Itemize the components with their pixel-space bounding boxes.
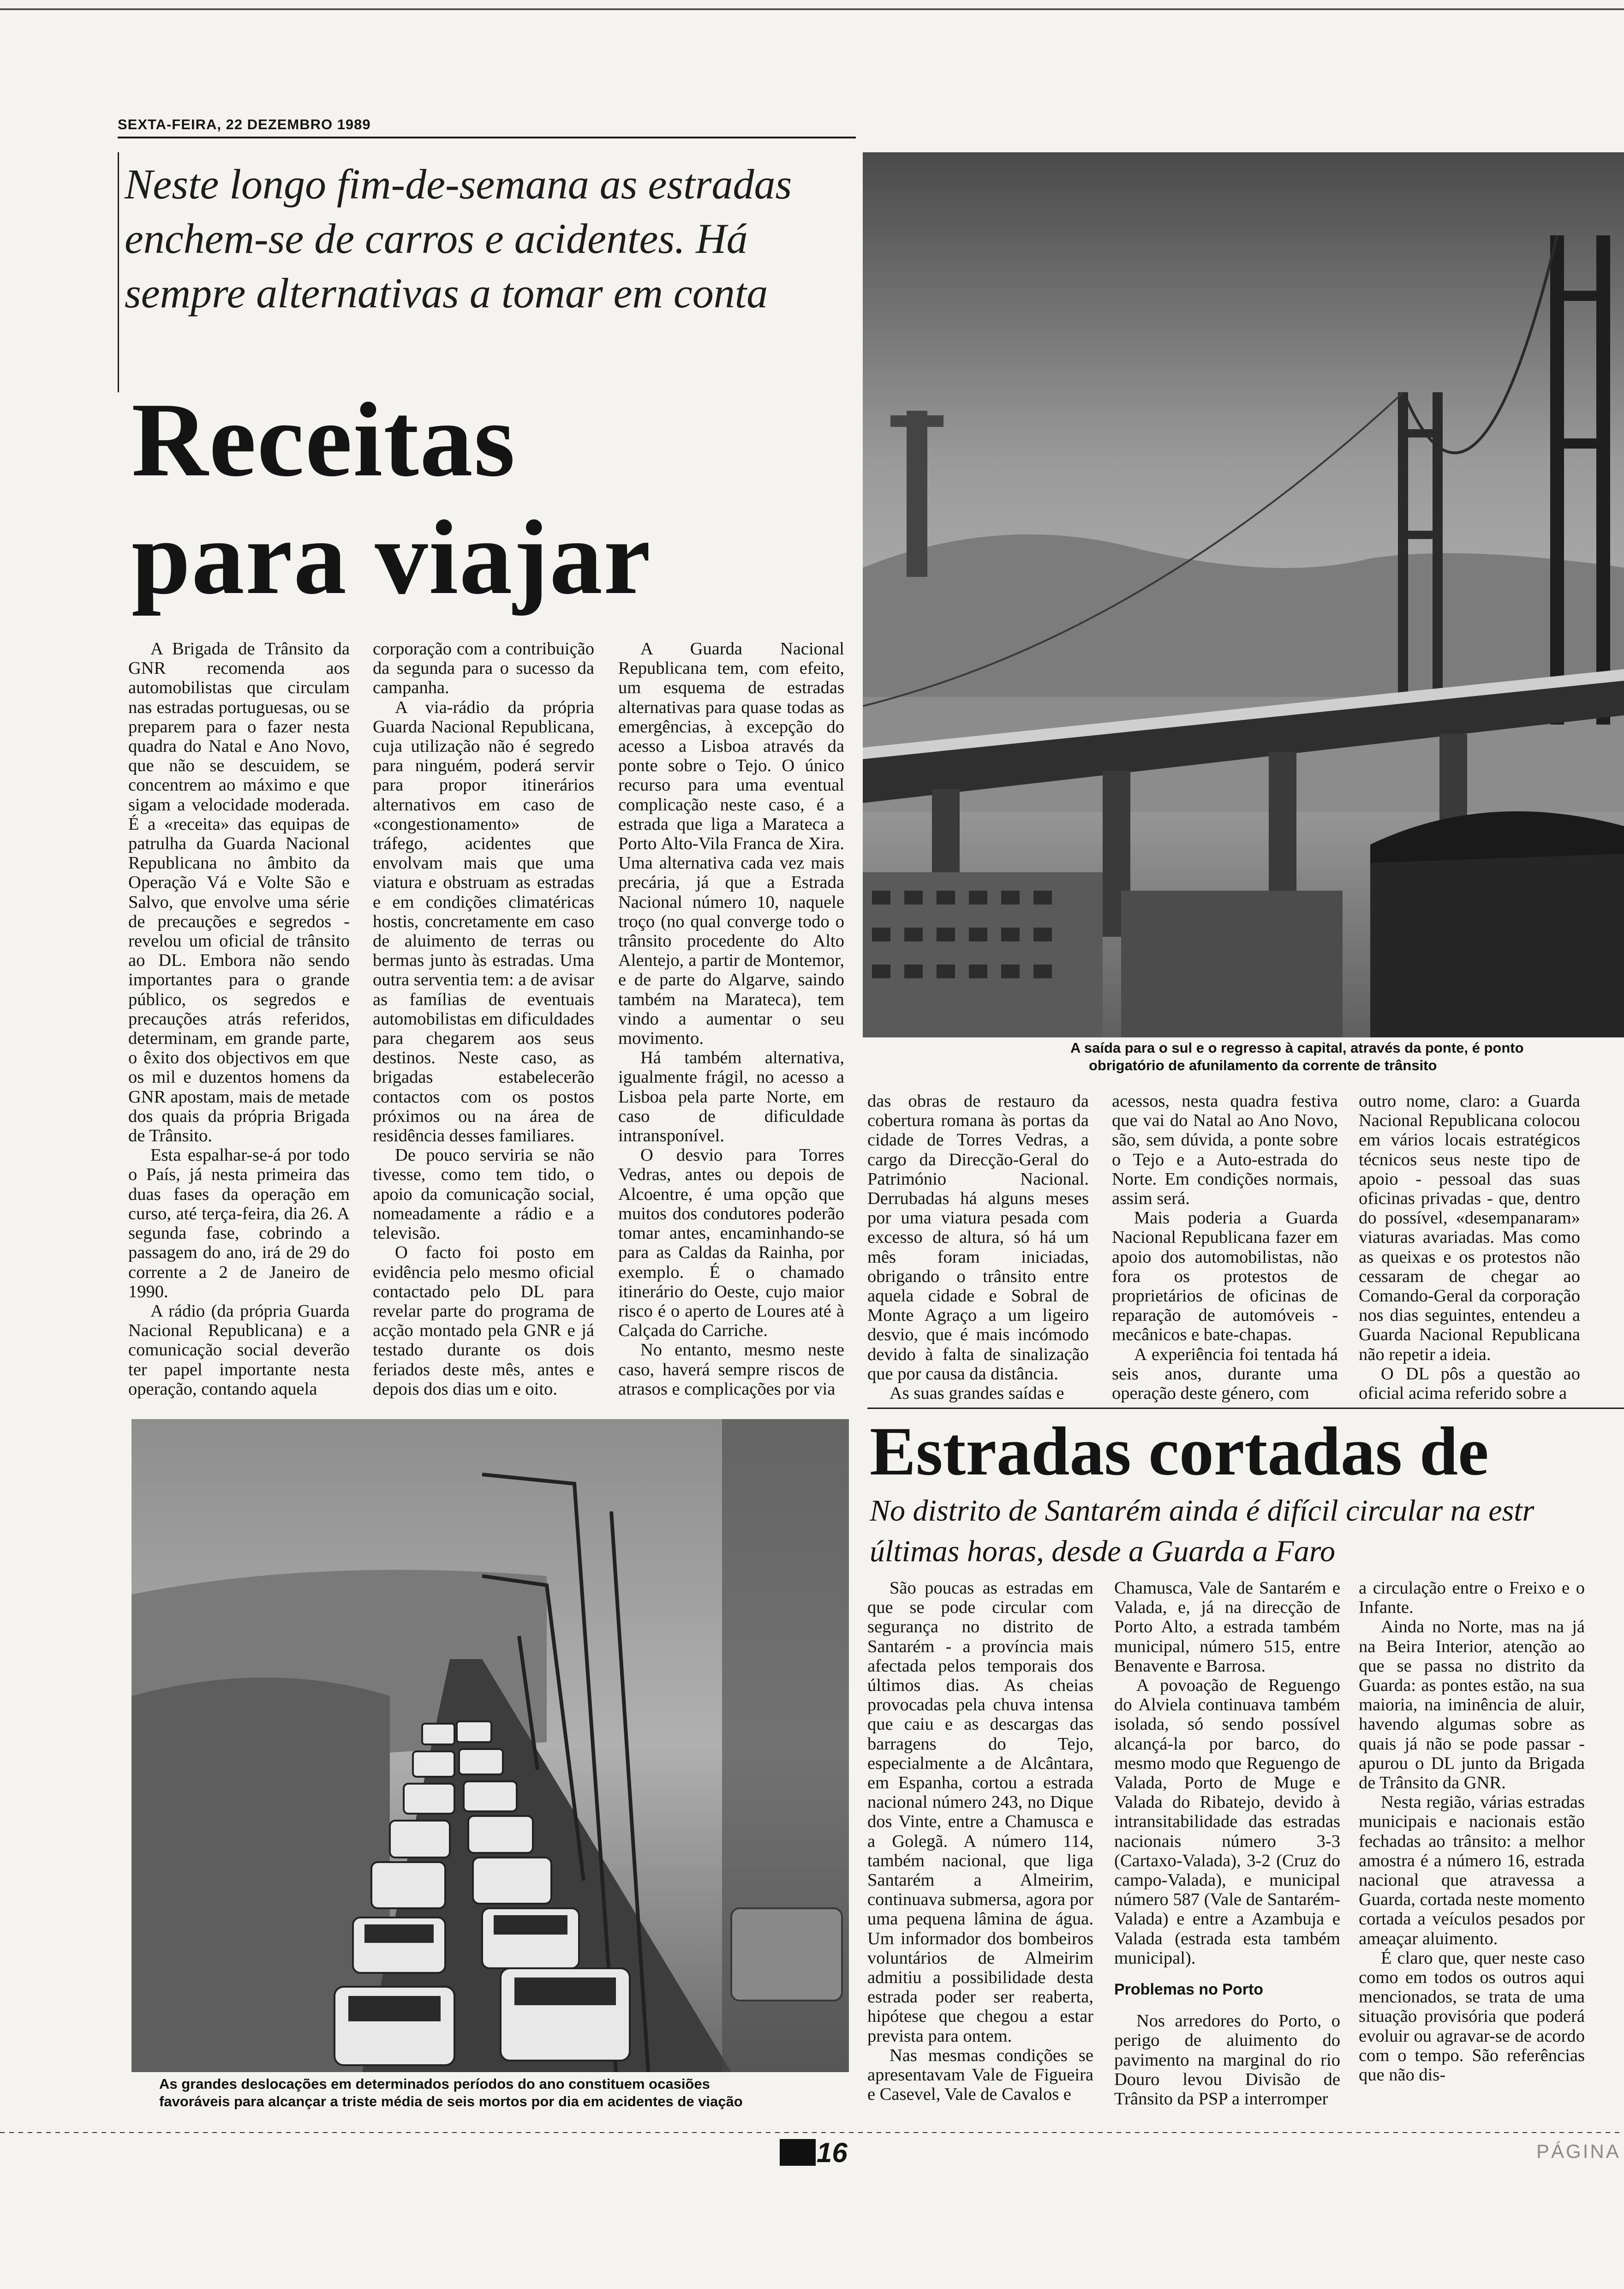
article-headline bbox=[131, 381, 870, 616]
traffic-caption-line-1: As grandes deslocações em determinados períodos do ano constituem ocasiões bbox=[159, 2076, 710, 2092]
paragraph: A povoação de Reguengo do Alviela continuava também isolada, só sendo possível alcançá-la por barco, do mesmo modo que Reguengo de Valada, Porto de Muge e Valada do Ribatejo, devido à intransitabilidade das estradas nacionais número 3-3 (Cartaxo-Valada), 3-2 (Cruz do campo-Valada), e municipal número 587 (Vale de Santarém-Valada) e entre a Azambuja e Valada (estrada esta também municipal). bbox=[1114, 1676, 1340, 1968]
article1-column-6 bbox=[1359, 1091, 1580, 1403]
paragraph: É claro que, quer neste caso como em todos os outros aqui mencionados, se trata de uma situação provisória que poderá evoluir ou agravar-se de acordo com o tempo. São referências que não dis- bbox=[1359, 1948, 1585, 2085]
article1-column-5 bbox=[1112, 1091, 1338, 1403]
article2-kicker-line-2: últimas horas, desde a Guarda a Faro bbox=[870, 1534, 1335, 1568]
paragraph: O desvio para Torres Vedras, antes ou depois de Alcoentre, é uma opção que muitos dos condutores poderão tomar antes, encaminhando-se para as Caldas da Rainha, por exemplo. É o chamado itinerário do Oeste, cujo maior risco é o aperto de Loures até à Calçada do Carriche. bbox=[618, 1145, 844, 1341]
article2-headline: Estradas cortadas de bbox=[870, 1413, 1489, 1490]
paragraph: Mais poderia a Guarda Nacional Republicana fazer em apoio dos automobilistas, não fora os protestos de proprietários de oficinas de reparação de automóveis - mecânicos e bate-chapas. bbox=[1112, 1208, 1338, 1345]
article2-column-1 bbox=[867, 1578, 1093, 2109]
article1-flow-3 bbox=[618, 639, 844, 1399]
paragraph: A rádio (da própria Guarda Nacional Republicana) e a comunicação social deverão ter papel importante nesta operação, contando aquela bbox=[128, 1301, 350, 1399]
kicker-left-rule bbox=[118, 152, 119, 392]
paragraph: A Brigada de Trânsito da GNR recomenda aos automobilistas que circulam nas estradas portuguesas, ou se preparem para o fazer nesta quadra do Natal e Ano Novo, que não se descuidem, se concentrem ao máximo e que sigam a velocidade moderada. É a «receita» das equipas de patrulha da Guarda Nacional Republicana no âmbito da Operação Vá e Volte São e Salvo, que envolve uma série de precauções e segredos - revelou um oficial de trânsito ao DL. Embora não sendo importantes para o grande público, os segredos e precauções atrás referidos, determinam, em grande parte, o êxito dos objectivos em que os mil e duzentos homens da GNR apostam, mais de metade dos quais da própria Brigada de Trânsito. bbox=[128, 639, 350, 1146]
article2-flow-1 bbox=[867, 1578, 1093, 2104]
headline-line-2: para viajar bbox=[131, 498, 652, 616]
paragraph: A experiência foi tentada há seis anos, durante uma operação deste género, com bbox=[1112, 1344, 1338, 1403]
article2-top-rule bbox=[867, 1408, 1624, 1409]
bridge-illustration bbox=[863, 152, 1624, 1037]
traffic-illustration bbox=[131, 1419, 849, 2072]
paragraph: Nos arredores do Porto, o perigo de aluimento do pavimento na marginal do rio Douro levou Divisão de Trânsito da PSP a interromper bbox=[1114, 2011, 1340, 2109]
bridge-photo-caption bbox=[1070, 1039, 1624, 1074]
article2-kicker-line-1: No distrito de Santarém ainda é difícil circular na estr bbox=[870, 1494, 1534, 1528]
article1-column-2 bbox=[373, 639, 594, 1403]
paragraph: corporação com a contribuição da segunda para o sucesso da campanha. bbox=[373, 639, 594, 698]
traffic-caption-line-2: favoráveis para alcançar a triste média de seis mortos por dia em acidentes de viação bbox=[159, 2093, 743, 2109]
paragraph: O DL pôs a questão ao oficial acima referido sobre a bbox=[1359, 1364, 1580, 1403]
traffic-photo bbox=[131, 1419, 849, 2072]
article1-column-3 bbox=[618, 639, 844, 1403]
header-rule bbox=[118, 137, 856, 138]
top-border bbox=[0, 8, 1624, 10]
bridge-caption-line-1: A saída para o sul e o regresso à capital, através da ponte, é ponto bbox=[1070, 1040, 1524, 1056]
footer-page-label: PÁGINA bbox=[1536, 2140, 1621, 2162]
paragraph: A via-rádio da própria Guarda Nacional Republicana, cuja utilização não é segredo para ninguém, poderá servir para propor itinerários alternativos em caso de «congestionamento» de tráfego, acidentes que envolvam mais que uma viatura e obstruam as estradas e em condições climatéricas hostis, concretamente em caso de aluimento de terras ou bermas junto às estradas. Uma outra serventia tem: a de avisar as famílias de eventuais automobilistas em dificuldades para chegarem aos seus destinos. Neste caso, as brigadas estabelecerão contactos com os postos próximos ou na área de residência desses familiares. bbox=[373, 697, 594, 1146]
article1-flow-5 bbox=[1112, 1091, 1338, 1403]
article2-flow-3 bbox=[1359, 1578, 1585, 2085]
paragraph: Há também alternativa, igualmente frágil, no acesso a Lisboa pela parte Norte, em caso de dificuldade intransponível. bbox=[618, 1048, 844, 1146]
headline-line-1: Receitas bbox=[131, 381, 516, 498]
paragraph: Nas mesmas condições se apresentavam Vale de Figueira e Casevel, Vale de Cavalos e bbox=[867, 2045, 1093, 2104]
subheading: Problemas no Porto bbox=[1114, 1981, 1264, 1999]
paragraph: acessos, nesta quadra festiva que vai do Natal ao Ano Novo, são, sem dúvida, a ponte sobre o Tejo e a Auto-estrada do Norte. Em condições normais, assim será. bbox=[1112, 1091, 1338, 1209]
bridge-photo bbox=[863, 152, 1624, 1037]
page-number: 16 bbox=[817, 2137, 848, 2168]
paragraph: Esta espalhar-se-á por todo o País, já nesta primeira das duas fases da operação em curso, até terça-feira, dia 26. A segunda fase, cobrindo a passagem do ano, irá de 29 do corrente a 2 de Janeiro de 1990. bbox=[128, 1145, 350, 1301]
paragraph: No entanto, mesmo neste caso, haverá sempre riscos de atrasos e complicações por via bbox=[618, 1340, 844, 1399]
article1-column-4 bbox=[867, 1091, 1089, 1403]
paragraph: De pouco serviria se não tivesse, como tem tido, o apoio da comunicação social, nomeadamente a rádio e a televisão. bbox=[373, 1145, 594, 1243]
paragraph: Chamusca, Vale de Santarém e Valada, e, já na direcção de Porto Alto, a estrada também municipal, número 515, entre Benavente e Barrosa. bbox=[1114, 1578, 1340, 1676]
bridge-caption-line-2: obrigatório de afunilamento da corrente de trânsito bbox=[1089, 1057, 1437, 1073]
paragraph: São poucas as estradas em que se pode circular com segurança no distrito de Santarém - a província mais afectada pelos temporais dos últimos dias. As cheias provocadas pela chuva intensa que caiu e as descargas das barragens do Tejo, especialmente a de Alcântara, em Espanha, cortou a estrada nacional número 243, no Dique dos Vinte, entre a Chamusca e a Golegã. A número 114, também nacional, que liga Santarém a Almeirim, continuava submersa, agora por uma pequena lâmina de água. Um informador dos bombeiros voluntários de Almeirim admitiu a possibilidade desta estrada poder ser reaberta, hipótese que chegou a estar prevista para ontem. bbox=[867, 1578, 1093, 2046]
article1-column-1 bbox=[128, 639, 350, 1403]
article1-flow-6 bbox=[1359, 1091, 1580, 1403]
paragraph: outro nome, claro: a Guarda Nacional Republicana colocou em vários locais estratégicos técnicos seus neste tipo de apoio - pessoal das suas oficinas privadas - que, dentro do possível, «desempanaram» viaturas avariadas. Mas como as queixas e os protestos não cessaram de chegar ao Comando-Geral da corporação nos dias seguintes, entendeu a Guarda Nacional Republicana não repetir a ideia. bbox=[1359, 1091, 1580, 1364]
article1-flow-1 bbox=[128, 639, 350, 1399]
article2-column-3 bbox=[1359, 1578, 1585, 2109]
paragraph: O facto foi posto em evidência pelo mesmo oficial contactado pelo DL para revelar parte do programa de acção montado pela GNR e já testado durante os dois feriados deste mês, antes e depois dos dias um e oito. bbox=[373, 1243, 594, 1399]
newspaper-logo bbox=[780, 2139, 816, 2166]
article1-flow-2 bbox=[373, 639, 594, 1399]
paragraph: Ainda no Norte, mas na já na Beira Interior, atenção ao que se passa no distrito da Guarda: as pontes estão, na sua maioria, na iminência de aluir, havendo algumas sobre as quais já não se pode passar - apurou o DL junto da Brigada de Trânsito da GNR. bbox=[1359, 1617, 1585, 1793]
footer-dotted-rule bbox=[0, 2132, 1624, 2133]
paragraph: das obras de restauro da cobertura romana às portas da cidade de Torres Vedras, a cargo da Direcção-Geral do Património Nacional. Derrubadas há alguns meses por uma viatura pesada com excesso de altura, só há um mês foram iniciadas, obrigando o trânsito entre aquela cidade e Sobral de Monte Agraço a um ligeiro desvio, que é mais incómodo devido à falta de sinalização que por causa da distância. bbox=[867, 1091, 1089, 1384]
article1-flow-4 bbox=[867, 1091, 1089, 1403]
dateline: SEXTA-FEIRA, 22 DEZEMBRO 1989 bbox=[118, 116, 371, 132]
article-kicker: Neste longo fim-de-semana as estradas enchem-se de carros e acidentes. Há sempre alternativas a tomar em conta bbox=[125, 161, 792, 317]
traffic-photo-caption bbox=[159, 2075, 860, 2110]
paragraph: Nesta região, várias estradas municipais e nacionais estão fechadas ao trânsito: a melhor amostra é a número 16, estrada nacional que atravessa a Guarda, cortada neste momento cortada a veículos pesados por ameaçar aluimento. bbox=[1359, 1792, 1585, 1948]
article2-kicker bbox=[870, 1491, 1624, 1572]
paragraph: As suas grandes saídas e bbox=[890, 1384, 1064, 1403]
paragraph: a circulação entre o Freixo e o Infante. bbox=[1359, 1578, 1585, 1618]
article2-column-2 bbox=[1114, 1578, 1340, 2109]
paragraph: A Guarda Nacional Republicana tem, com efeito, um esquema de estradas alternativas para quase todas as emergências, à excepção do acesso a Lisboa através da ponte sobre o Tejo. O único recurso para uma eventual complicação neste caso, é a estrada que liga a Marateca a Porto Alto-Vila Franca de Xira. Uma alternativa cada vez mais precária, já que a Estrada Nacional número 10, naquele troço (no qual converge todo o trânsito procedente do Alto Alentejo, a partir de Montemor, e de parte do Algarve, saindo também na Marateca), tem vindo a aumentar o seu movimento. bbox=[618, 639, 844, 1049]
article2-flow-2 bbox=[1114, 1578, 1340, 2109]
